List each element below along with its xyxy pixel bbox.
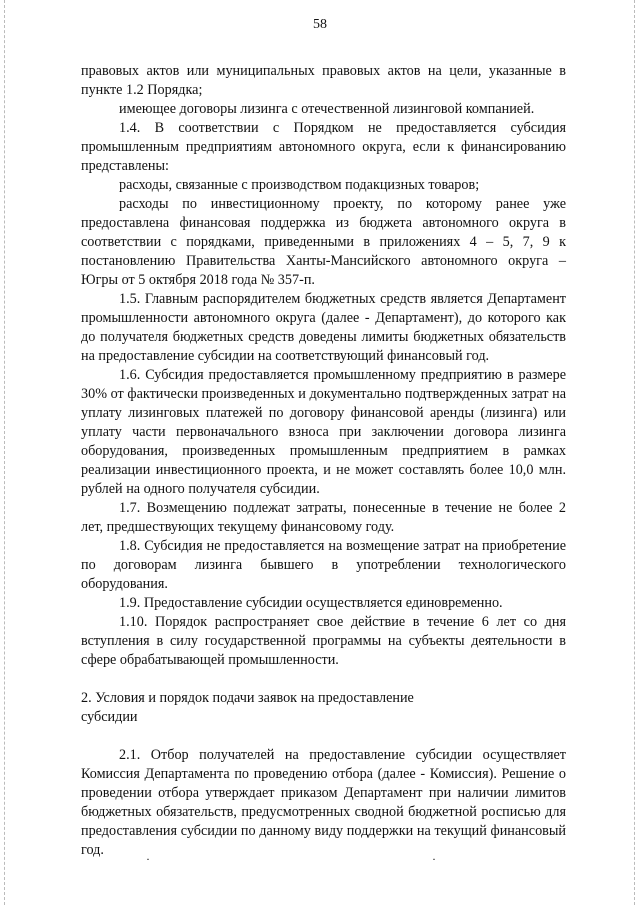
scan-edge-right	[634, 0, 636, 905]
paragraph-1-4: 1.4. В соответствии с Порядком не предоставляется субсидия промышленным предприятиям автономного округа, если к финансированию представлены:	[81, 120, 566, 174]
paragraph-investment: расходы по инвестиционному проекту, по которому ранее уже предоставлена финансовая поддержка из бюджета автономного округа в соответствии с порядками, приведенными в приложениях 4 – 5, 7, 9 к постановлению Правительства Ханты-Мансийского автономного округа – Югры от 5 октября 2018 года № 357-п.	[81, 196, 566, 288]
page-number: 58	[313, 17, 327, 32]
scan-dot: ·	[146, 852, 150, 866]
paragraph-excise: расходы, связанные с производством подакцизных товаров;	[119, 177, 480, 193]
paragraph-1-5: 1.5. Главным распорядителем бюджетных средств является Департамент промышленности автономного округа (далее - Департамент), до которого как до получателя бюджетных средств доведены лимиты бюджетных обязательств на предоставление субсидии на соответствующий финансовый год.	[81, 291, 566, 364]
document-body	[81, 62, 566, 860]
scan-edge-left	[4, 0, 6, 905]
paragraph-2-1: 2.1. Отбор получателей на предоставление субсидии осуществляет Комиссия Департамента по проведению отбора (далее - Комиссия). Решение о проведении отбора утверждает приказом Департамент при наличии лимитов бюджетных обязательств, предусмотренных сводной бюджетной росписью для предоставления субсидии по данному виду поддержки на текущий финансовый год.	[81, 747, 566, 858]
paragraph-1-10: 1.10. Порядок распространяет свое действие в течение 6 лет со дня вступления в силу государственной программы на субъекты деятельности в сфере обрабатывающей промышленности.	[81, 614, 566, 668]
section-heading-line1: 2. Условия и порядок подачи заявок на предоставление	[81, 690, 414, 706]
paragraph-continuation: правовых актов или муниципальных правовых актов на цели, указанные в пункте 1.2 Порядка;	[81, 63, 566, 98]
paragraph-leasing: имеющее договоры лизинга с отечественной лизинговой компанией.	[119, 101, 535, 117]
scan-dot: ·	[432, 852, 436, 866]
section-heading-line2: субсидии	[81, 709, 138, 725]
paragraph-1-6: 1.6. Субсидия предоставляется промышленному предприятию в размере 30% от фактически произведенных и документально подтвержденных затрат на уплату лизинговых платежей по договору финансовой аренды (лизинга) или уплату части первоначального взноса при заключении договора лизинга оборудования, произведенных промышленным предприятием в рамках реализации инвестиционного проекта, и не может составлять более 10,0 млн. рублей на одного получателя субсидии.	[81, 367, 566, 497]
paragraph-1-8: 1.8. Субсидия не предоставляется на возмещение затрат на приобретение по договорам лизинга бывшего в употреблении технологического оборудования.	[81, 538, 566, 592]
paragraph-1-9: 1.9. Предоставление субсидии осуществляется единовременно.	[119, 595, 503, 611]
paragraph-1-7: 1.7. Возмещению подлежат затраты, понесенные в течение не более 2 лет, предшествующих текущему финансовому году.	[81, 500, 566, 535]
